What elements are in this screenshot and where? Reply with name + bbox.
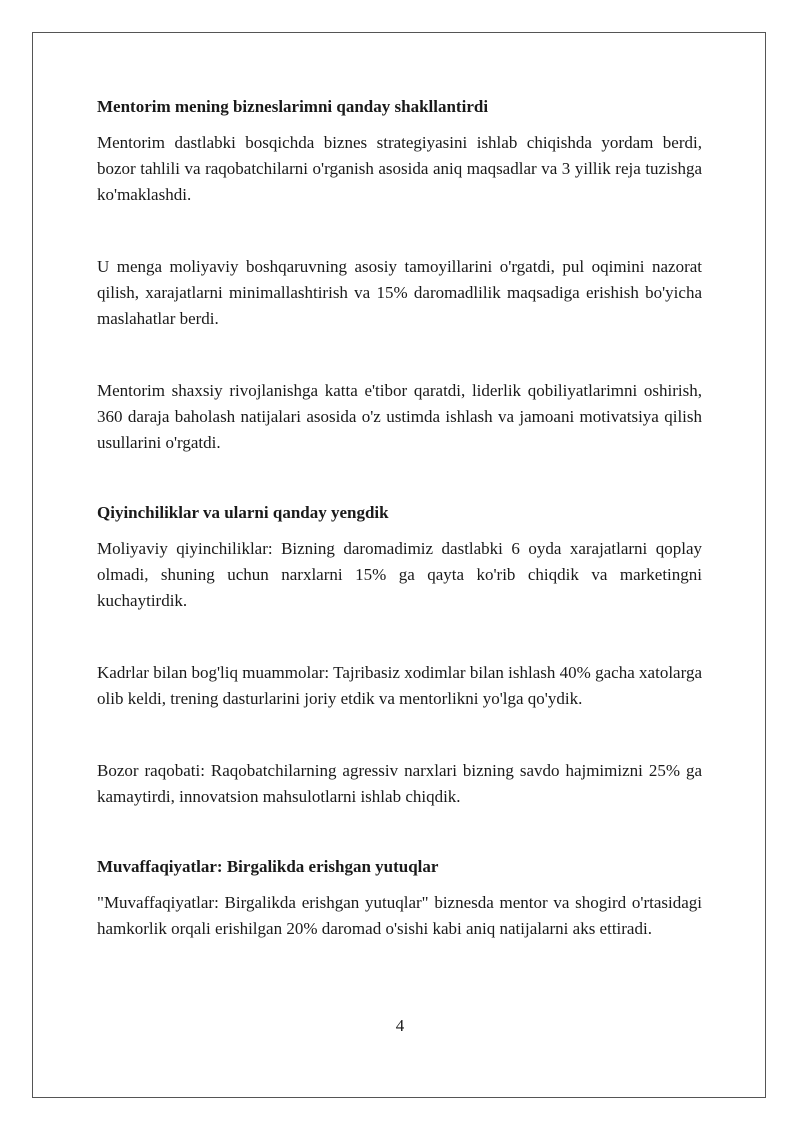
section-heading-achievements: Muvaffaqiyatlar: Birgalikda erishgan yutuqlar [97,857,439,876]
section-heading-mentor: Mentorim mening bizneslarimni qanday shakllantirdi [97,97,489,116]
paragraph: Mentorim shaxsiy rivojlanishga katta e'tibor qaratdi, liderlik qobiliyatlarimni oshirish, 360 daraja baholash natijalari asosida o'z ustimda ishlash va jamoani motivatsiya qilish usullarini o'rgatdi. [97,381,702,452]
paragraph: U menga moliyaviy boshqaruvning asosiy tamoyillarini o'rgatdi, pul oqimini nazorat qilish, xarajatlarni minimallashtirish va 15% daromadlilik maqsadiga erishish bo'yicha maslahatlar berdi. [97,257,702,328]
paragraph: Kadrlar bilan bog'liq muammolar: Tajribasiz xodimlar bilan ishlash 40% gacha xatolarga olib keldi, trening dasturlarini joriy etdik va mentorlikni yo'lga qo'ydik. [97,663,702,708]
paragraph: Moliyaviy qiyinchiliklar: Bizning daromadimiz dastlabki 6 oyda xarajatlarni qoplay olmadi, shuning uchun narxlarni 15% ga qayta ko'rib chiqdik va marketingni kuchaytirdik. [97,539,702,610]
paragraph: Bozor raqobati: Raqobatchilarning agressiv narxlari bizning savdo hajmimizni 25% ga kamaytirdi, innovatsion mahsulotlarni ishlab chiqdik. [97,761,702,806]
paragraph: "Muvaffaqiyatlar: Birgalikda erishgan yutuqlar" biznesda mentor va shogird o'rtasidagi hamkorlik orqali erishilgan 20% daromad o'sishi kabi aniq natijalarni aks ettiradi. [97,893,702,938]
section-heading-challenges: Qiyinchiliklar va ularni qanday yengdik [97,503,389,522]
page-number: 4 [395,1016,405,1035]
document-content [97,94,702,942]
paragraph: Mentorim dastlabki bosqichda biznes strategiyasini ishlab chiqishda yordam berdi, bozor tahlili va raqobatchilarni o'rganish asosida aniq maqsadlar va 3 yillik reja tuzishga ko'maklashdi. [97,133,702,204]
